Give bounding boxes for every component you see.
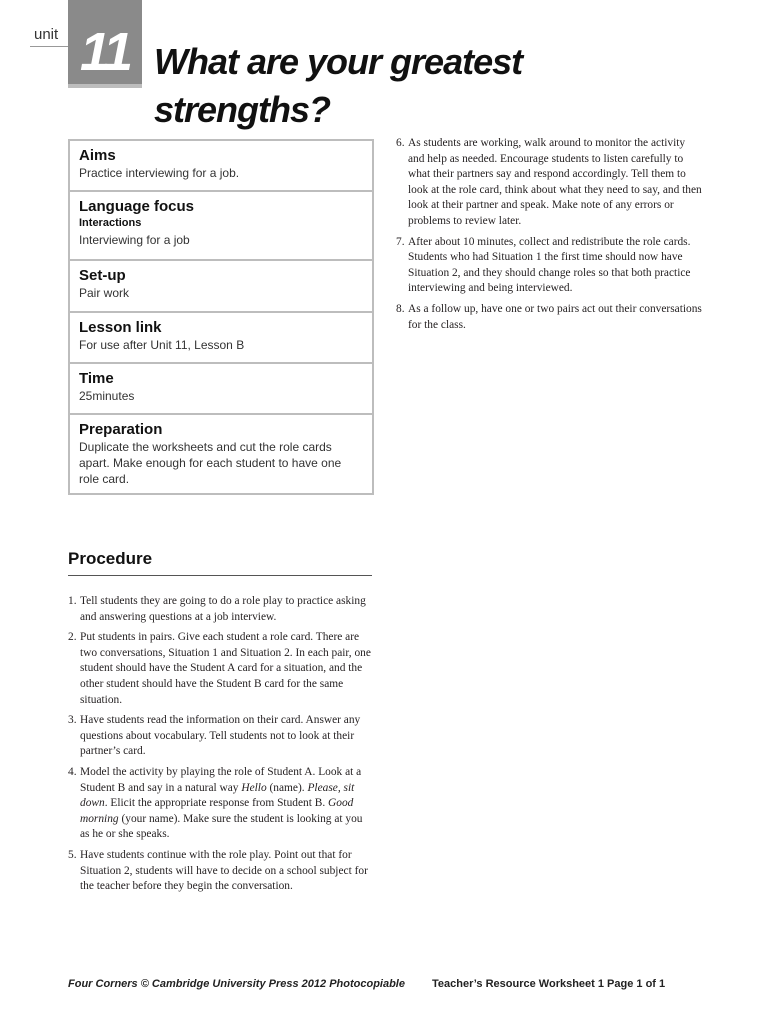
aims-heading: Aims bbox=[79, 147, 116, 164]
step-number: 8. bbox=[396, 302, 405, 315]
step-text: Have students continue with the role play. Point out that for Situation 2, students will have to decide on a school subject for the teacher before they begin the conversation. bbox=[80, 848, 368, 893]
step-number: 6. bbox=[396, 137, 405, 149]
procedure-step bbox=[68, 765, 374, 843]
lesson-link-section bbox=[70, 313, 372, 364]
unit-box-shadow bbox=[68, 84, 142, 88]
step-number: 3. bbox=[68, 714, 77, 727]
language-focus-subheading: Interactions bbox=[79, 217, 142, 229]
procedure-step bbox=[68, 630, 374, 708]
procedure-step bbox=[396, 235, 702, 297]
setup-heading: Set-up bbox=[79, 267, 126, 284]
procedure-heading: Procedure bbox=[68, 549, 153, 568]
step-number: 7. bbox=[396, 235, 405, 248]
time-text: 25minutes bbox=[79, 389, 135, 403]
lesson-link-heading: Lesson link bbox=[79, 319, 162, 336]
step-text-part: (your name). Make sure the student is looking at you as he or she speaks. bbox=[80, 812, 363, 841]
step-number: 1. bbox=[68, 595, 77, 607]
step-text bbox=[80, 766, 363, 840]
preparation-heading: Preparation bbox=[79, 421, 163, 438]
procedure-step bbox=[68, 848, 374, 895]
aims-text: Practice interviewing for a job. bbox=[79, 166, 240, 180]
title-line-1: What are your greatest bbox=[154, 41, 523, 82]
preparation-section bbox=[70, 415, 372, 493]
procedure-divider bbox=[68, 575, 372, 576]
step-number: 4. bbox=[68, 765, 77, 778]
procedure-list-right bbox=[396, 136, 702, 338]
step-text: Put students in pairs. Give each student a role card. There are two conversations, Situation 1 and Situation 2. In each pair, one student should have the Student A card for a situation, and the other student should have the Student B card for the same situation. bbox=[80, 631, 371, 706]
procedure-step bbox=[396, 136, 702, 230]
page-title bbox=[154, 38, 754, 134]
step-number: 5. bbox=[68, 848, 77, 861]
setup-text: Pair work bbox=[79, 286, 130, 300]
lesson-info-box bbox=[68, 139, 374, 495]
step-text: After about 10 minutes, collect and redistribute the role cards. Students who had Situation 1 the first time should now have Situation 2, and they should change roles so that both practice interviewing and being interviewed. bbox=[408, 235, 691, 295]
procedure-list-left bbox=[68, 594, 374, 900]
procedure-step bbox=[68, 594, 374, 625]
footer-copyright: Four Corners © Cambridge University Press 2012 Photocopiable bbox=[68, 978, 405, 990]
aims-section bbox=[70, 141, 372, 192]
procedure-step bbox=[68, 713, 374, 760]
step-text-part: . Elicit the appropriate response from Student B. bbox=[104, 797, 329, 810]
time-section bbox=[70, 364, 372, 415]
procedure-step bbox=[396, 302, 702, 333]
step-text-part: (name). bbox=[266, 781, 308, 794]
step-text: Have students read the information on their card. Answer any questions about vocabulary. Tell students not to look at their partner’s card. bbox=[80, 714, 361, 758]
step-text-italic: Hello bbox=[241, 781, 267, 794]
step-text: As a follow up, have one or two pairs act out their conversations for the class. bbox=[408, 302, 702, 331]
step-number: 2. bbox=[68, 631, 77, 644]
step-text-italic: Good morning bbox=[80, 797, 354, 825]
step-text-italic: Please, sit down bbox=[80, 781, 355, 810]
step-text-part: Model the activity by playing the role of Student A. Look at a Student B and say in a natural way bbox=[80, 765, 362, 794]
setup-section bbox=[70, 261, 372, 313]
language-focus-heading: Language focus bbox=[79, 198, 195, 215]
lesson-link-text: For use after Unit 11, Lesson B bbox=[79, 338, 245, 352]
step-text: Tell students they are going to do a role play to practice asking and answering questions at a job interview. bbox=[80, 595, 366, 623]
unit-label: unit bbox=[34, 26, 59, 43]
language-focus-text: Interviewing for a job bbox=[79, 233, 190, 247]
language-focus-section bbox=[70, 192, 372, 261]
unit-number: 11 bbox=[79, 22, 131, 82]
preparation-text: Duplicate the worksheets and cut the role cards apart. Make enough for each student to have one role card. bbox=[79, 440, 342, 486]
step-text: As students are working, walk around to monitor the activity and help as needed. Encourage students to listen carefully to what their partners say and respond accordingly. Tell them to look at the role card, think about what they need to say, and then look at their partner and speak. Make note of any errors or problems to review later. bbox=[408, 137, 702, 227]
time-heading: Time bbox=[79, 370, 114, 387]
title-line-2: strengths? bbox=[154, 89, 331, 130]
unit-divider bbox=[30, 46, 70, 47]
footer-page-info: Teacher’s Resource Worksheet 1 Page 1 of 1 bbox=[432, 978, 666, 990]
